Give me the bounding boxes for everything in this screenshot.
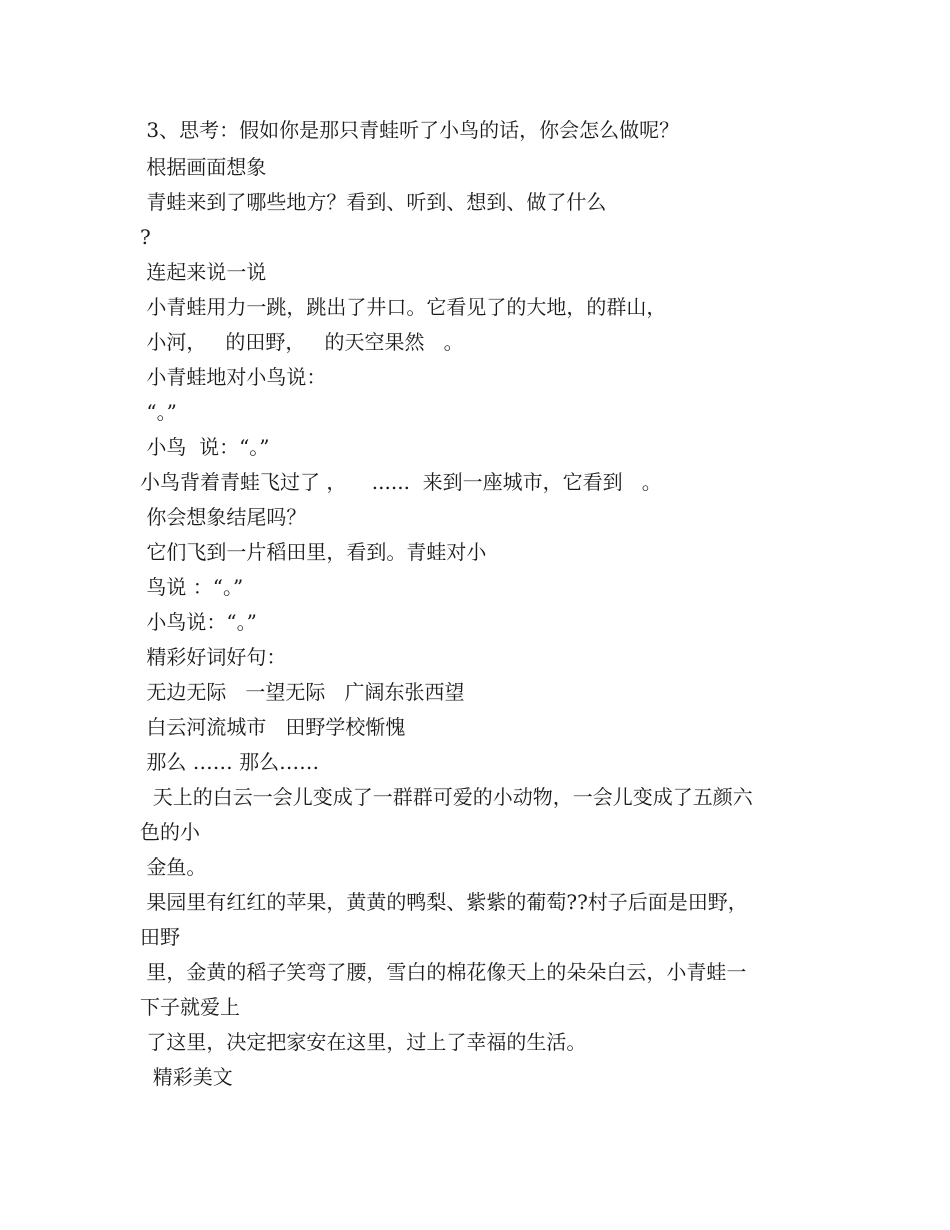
text-line: 鸟说 ：“。”	[140, 575, 244, 599]
text-line: 根据画面想象	[140, 155, 267, 179]
text-line: 田野	[140, 925, 180, 949]
text-line: 那么 …… 那么……	[140, 750, 320, 774]
text-line: 小河， 的田野， 的天空果然 。	[140, 330, 464, 354]
text-line: 小青蛙用力一跳，跳出了井口。它看见了的大地，的群山，	[140, 295, 667, 319]
text-line: 它们飞到一片稻田里，看到。青蛙对小	[140, 540, 487, 564]
text-line: “。”	[140, 400, 177, 424]
text-line: 小青蛙地对小鸟说：	[140, 365, 327, 389]
text-line: 金鱼。	[140, 855, 207, 879]
text-line: 下子就爱上	[140, 995, 240, 1019]
text-line: ?	[140, 225, 151, 249]
text-line: 小鸟说：“。”	[140, 610, 257, 634]
text-line: 无边无际 一望无际 广阔东张西望	[140, 680, 465, 704]
text-line: 连起来说一说	[140, 260, 267, 284]
text-line: 精彩美文	[140, 1065, 233, 1089]
text-line: 精彩好词好句：	[140, 645, 287, 669]
text-line: 色的小	[140, 820, 200, 844]
text-line: 白云河流城市 田野学校惭愧	[140, 715, 406, 739]
text-line: 青蛙来到了哪些地方？看到、听到、想到、做了什么	[140, 190, 607, 214]
text-line: 你会想象结尾吗？	[140, 505, 307, 529]
text-line: 3、思考：假如你是那只青蛙听了小鸟的话，你会怎么做呢？	[140, 118, 680, 142]
text-line: 小鸟背着青蛙飞过了 ， ...... 来到一座城市，它看到 。	[140, 470, 662, 494]
text-line: 里，金黄的稻子笑弯了腰，雪白的棉花像天上的朵朵白云，小青蛙一	[140, 960, 747, 984]
text-line: 天上的白云一会儿变成了一群群可爱的小动物，一会儿变成了五颜六	[140, 785, 753, 809]
text-line: 果园里有红红的苹果，黄黄的鸭梨、紫紫的葡萄??村子后面是田野，	[140, 890, 748, 914]
text-line: 小鸟 说：“。”	[140, 435, 270, 459]
text-line: 了这里，决定把家安在这里，过上了幸福的生活。	[140, 1030, 587, 1054]
